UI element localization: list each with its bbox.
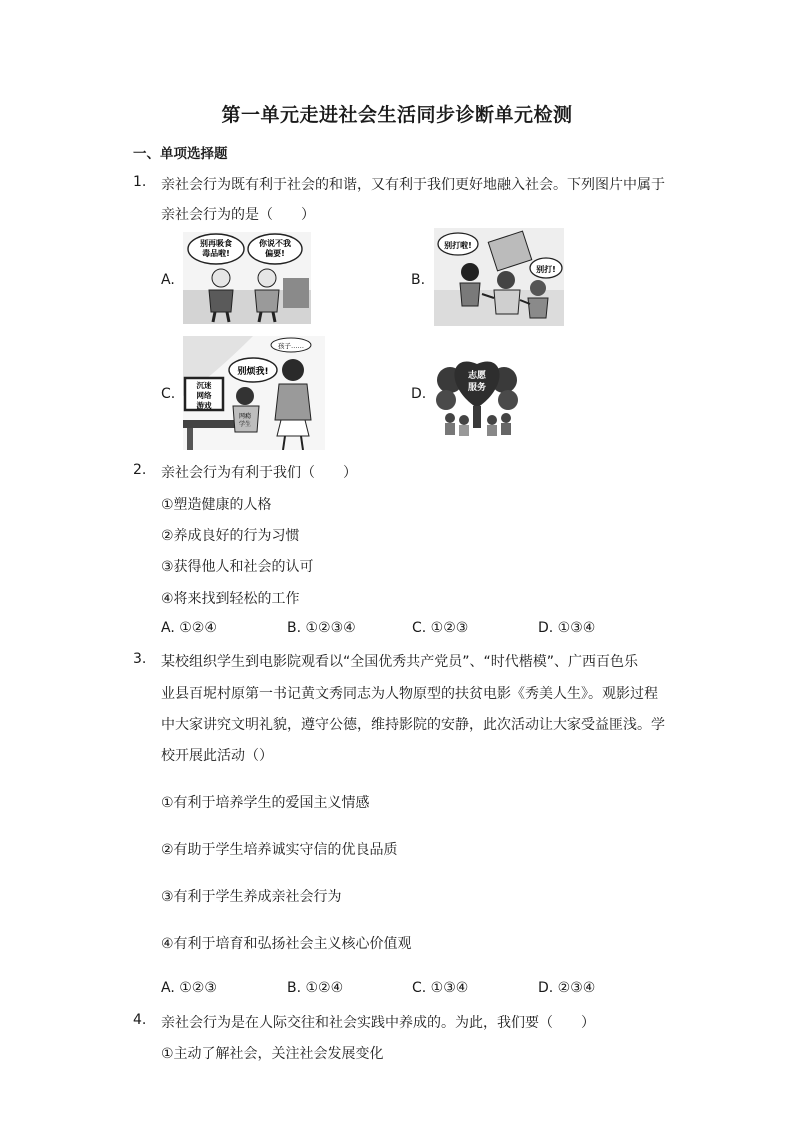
- option-c-screen-line2: 网络: [196, 391, 212, 400]
- option-b-bubble2: 别打!: [536, 265, 556, 274]
- question-2-item-1: ①塑造健康的人格: [161, 497, 272, 513]
- question-3-choice-d: D. ②③④: [538, 980, 596, 996]
- option-d-heart-line2: 服务: [467, 383, 487, 393]
- question-2-item-2: ②养成良好的行为习惯: [161, 528, 300, 544]
- question-2-choice-c: C. ①②③: [412, 620, 469, 636]
- question-3-item-2: ②有助于学生培养诚实守信的优良品质: [161, 842, 398, 858]
- option-d-label: D.: [411, 386, 427, 402]
- question-3-item-4: ④有利于培育和弘扬社会主义核心价值观: [161, 936, 412, 952]
- question-2-number: 2.: [133, 462, 147, 478]
- option-c-cartoon: [183, 336, 325, 450]
- question-1-stem-line1: 亲社会行为既有利于社会的和谐，又有利于我们更好地融入社会。下列图片中属于: [161, 177, 665, 193]
- option-d-heart-line1: 志愿: [467, 371, 487, 381]
- option-d-cartoon: [436, 346, 518, 438]
- option-b-cartoon: [434, 228, 564, 326]
- page-title: 第一单元走进社会生活同步诊断单元检测: [221, 104, 573, 126]
- option-b-bubble1: 别打啦!: [444, 241, 472, 250]
- option-a-cartoon: [183, 232, 311, 324]
- question-4-number: 4.: [133, 1012, 147, 1028]
- question-3-choice-c: C. ①③④: [412, 980, 469, 996]
- question-1-stem-line2: 亲社会行为的是（ ）: [161, 207, 315, 223]
- option-a-bubble1-line2: 毒品啦!: [202, 249, 230, 258]
- question-2-item-4: ④将来找到轻松的工作: [161, 591, 300, 607]
- question-3-stem-line1: 某校组织学生到电影院观看以“全国优秀共产党员”、“时代楷模”、广西百色乐: [161, 654, 639, 670]
- option-a-bubble1-line1: 别再吸食: [200, 239, 232, 248]
- option-c-bubble: 别烦我!: [237, 367, 269, 377]
- option-a-bubble2-line2: 偏要!: [265, 249, 285, 258]
- option-c-bubble-small: 孩子……: [278, 342, 304, 350]
- question-2-choice-b: B. ①②③④: [287, 620, 356, 636]
- question-2-choice-d: D. ①③④: [538, 620, 596, 636]
- question-3-number: 3.: [133, 651, 147, 667]
- option-c-screen-line3: 游戏: [196, 401, 212, 410]
- question-3-stem-line2: 业县百坭村原第一书记黄文秀同志为人物原型的扶贫电影《秀美人生》。观影过程: [161, 686, 658, 702]
- question-4-stem: 亲社会行为是在人际交往和社会实践中养成的。为此，我们要（ ）: [161, 1015, 595, 1031]
- question-1-number: 1.: [133, 174, 147, 190]
- option-a-bubble2-line1: 你说不我: [259, 239, 291, 248]
- option-c-tag-line1: 网瘾: [238, 413, 252, 420]
- question-3-item-3: ③有利于学生养成亲社会行为: [161, 889, 342, 905]
- question-2-choice-a: A. ①②④: [161, 620, 217, 636]
- option-c-label: C.: [161, 386, 176, 402]
- option-a-label: A.: [161, 272, 175, 288]
- section-heading: 一、单项选择题: [133, 146, 228, 162]
- option-c-tag-line2: 学生: [238, 421, 252, 428]
- question-2-item-3: ③获得他人和社会的认可: [161, 559, 314, 575]
- option-b-label: B.: [411, 272, 426, 288]
- option-c-screen-line1: 沉迷: [196, 381, 212, 390]
- question-2-stem: 亲社会行为有利于我们（ ）: [161, 465, 357, 481]
- question-4-item-1: ①主动了解社会，关注社会发展变化: [161, 1046, 384, 1062]
- question-3-choice-b: B. ①②④: [287, 980, 344, 996]
- question-3-choice-a: A. ①②③: [161, 980, 217, 996]
- question-3-stem-line3: 中大家讲究文明礼貌，遵守公德，维持影院的安静，此次活动让大家受益匪浅。学: [161, 717, 665, 733]
- question-3-item-1: ①有利于培养学生的爱国主义情感: [161, 795, 370, 811]
- question-3-stem-line4: 校开展此活动（）: [161, 748, 273, 764]
